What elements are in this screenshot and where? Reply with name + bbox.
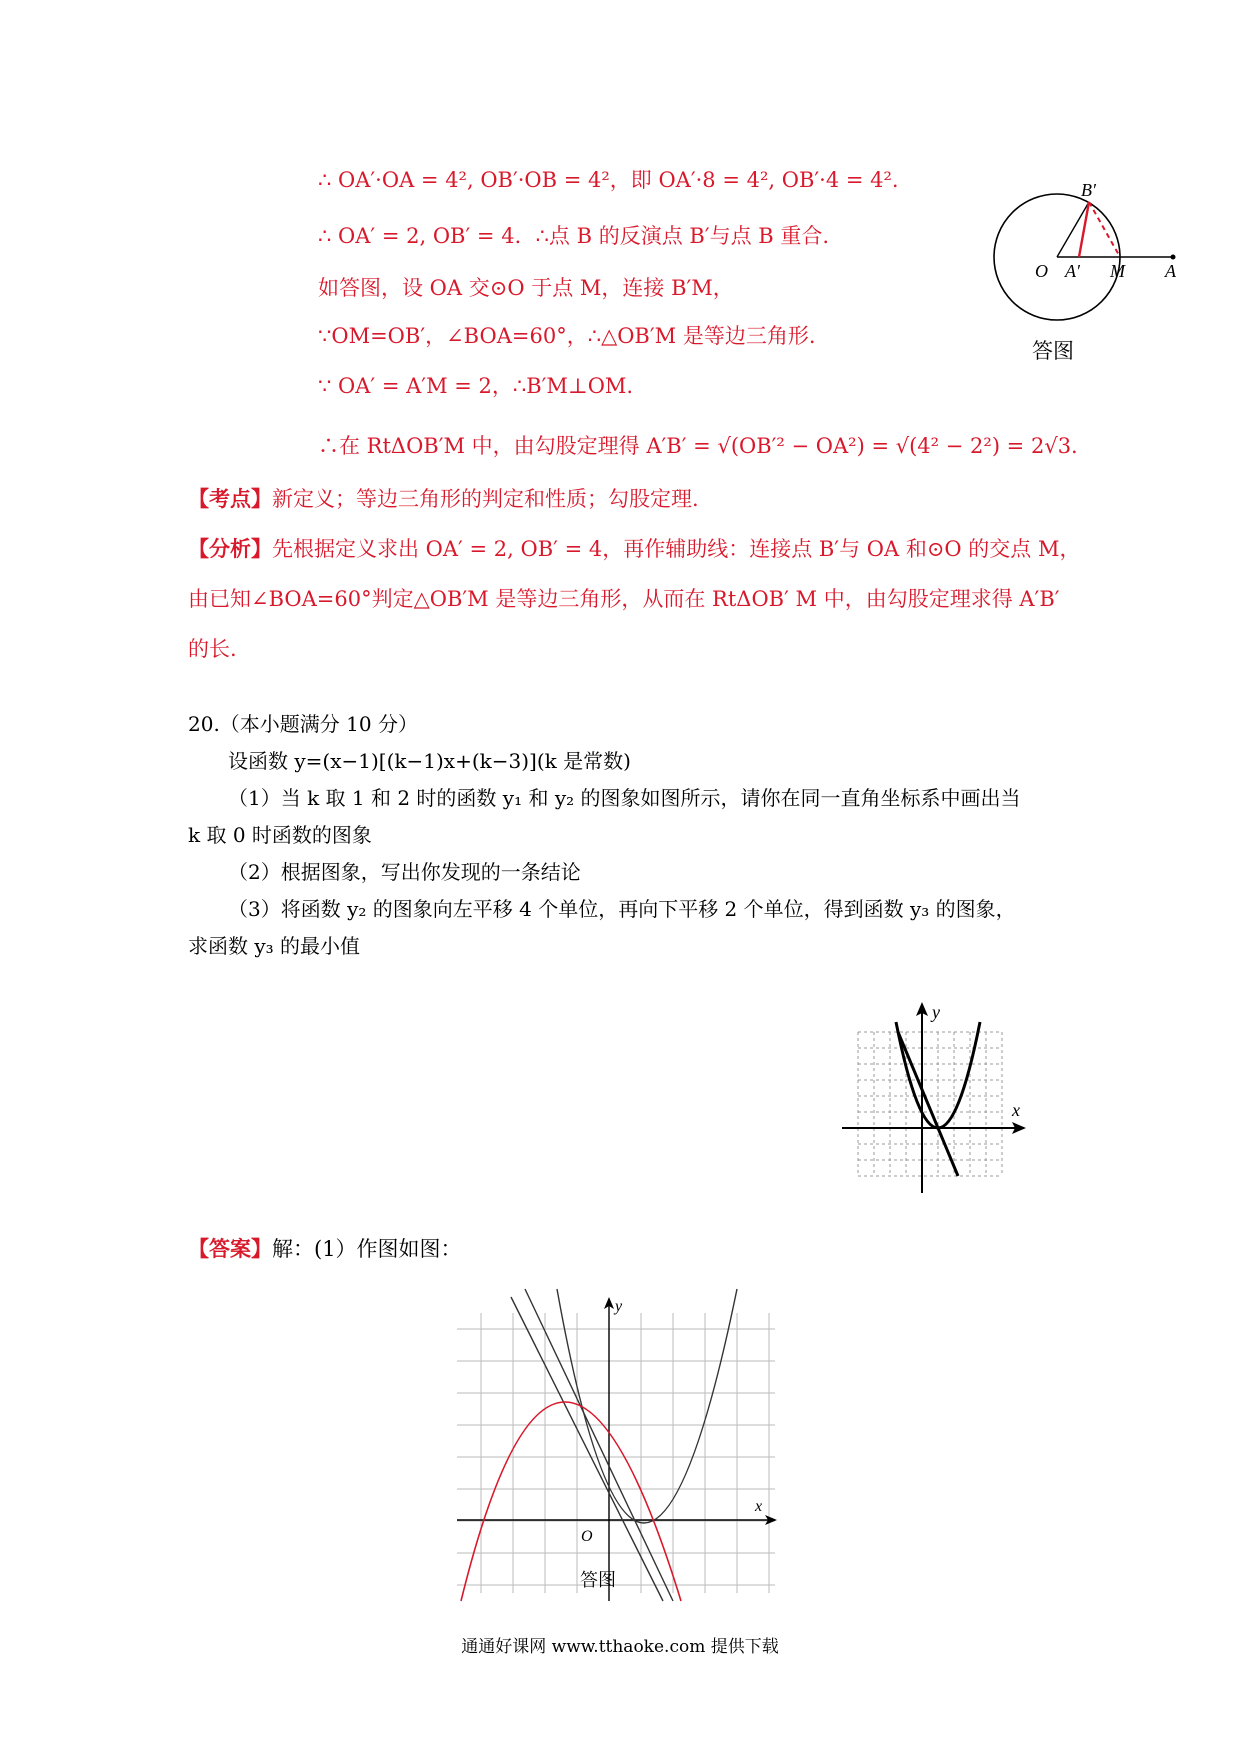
answer-y2-parabola (557, 1289, 737, 1523)
label-o: O (1035, 261, 1048, 281)
label-m: M (1110, 261, 1125, 281)
problem20-intro: 设函数 y=(x−1)[(k−1)x+(k−3)](k 是常数) (228, 749, 631, 773)
solution-line-3: 如答图，设 OA 交⊙O 于点 M，连接 B′M， (318, 276, 734, 300)
label-a: A (1165, 261, 1176, 281)
answer-y-label: y (615, 1298, 623, 1315)
problem20-part1-b: k 取 0 时函数的图象 (188, 823, 372, 847)
solution-line-6: ∴在 RtΔOB′M 中，由勾股定理得 A′B′ = √(OB′² − OA²) = √(4² − 2²) = 2√3. (318, 434, 1078, 458)
answer-x-label: x (755, 1498, 763, 1515)
solution-line-5: ∵ OA′ = A′M = 2，∴B′M⊥OM. (318, 374, 634, 398)
answer-graph (455, 1283, 785, 1603)
fenxi-line-2: 由已知∠BOA=60°判定△OB′M 是等边三角形，从而在 RtΔOB′ M 中，由勾股定理求得 A′B′ (188, 587, 1060, 611)
answer-grid (457, 1313, 775, 1593)
solution-line-4: ∵OM=OB′，∠BOA=60°，∴△OB′M 是等边三角形. (318, 324, 816, 348)
kaodian-text: 新定义；等边三角形的判定和性质；勾股定理. (272, 487, 699, 511)
kaodian-line (188, 484, 699, 514)
kaodian-tag: 【考点】 (188, 486, 272, 511)
answer-y1b-line (511, 1297, 663, 1601)
segment-b1m (1089, 202, 1120, 257)
solution-line-1: ∴ OA′·OA = 4², OB′·OB = 4²，即 OA′·8 = 4², OB′·4 = 4². (318, 168, 899, 192)
problem20-part3-b: 求函数 y₃ 的最小值 (188, 934, 361, 958)
fenxi-line-1 (188, 534, 1080, 564)
problem20-part1-a: （1）当 k 取 1 和 2 时的函数 y₁ 和 y₂ 的图象如图所示，请你在同一直角坐标系中画出当 (228, 786, 1021, 810)
answer-origin-label: O (581, 1528, 593, 1545)
inversion-figure (985, 180, 1190, 370)
label-b1: B′ (1081, 180, 1096, 200)
footer: 通通好课网 www.tthaoke.com 提供下载 (461, 1637, 779, 1657)
x-label: x (1012, 1100, 1020, 1120)
problem20-header: 20.（本小题满分 10 分） (188, 712, 418, 736)
figure1-caption: 答图 (1032, 339, 1074, 363)
fenxi-tag: 【分析】 (188, 536, 272, 561)
figure3-caption: 答图 (580, 1570, 616, 1591)
fenxi-line-3: 的长. (188, 637, 237, 661)
problem20-part3-a: （3）将函数 y₂ 的图象向左平移 4 个单位，再向下平移 2 个单位，得到函数 y₃ 的图象， (228, 897, 1016, 921)
problem-graph (840, 998, 1040, 1198)
solution-line-2: ∴ OA′ = 2, OB′ = 4．∴点 B 的反演点 B′与点 B 重合. (318, 224, 830, 248)
graph-grid (858, 1032, 1002, 1176)
problem20-part2: （2）根据图象，写出你发现的一条结论 (228, 860, 581, 884)
fenxi-text-1: 先根据定义求出 OA′ = 2, OB′ = 4，再作辅助线：连接点 B′与 OA 和⊙O 的交点 M， (272, 537, 1081, 561)
answer-text: 解：(1）作图如图： (272, 1237, 462, 1261)
point-a (1171, 255, 1176, 260)
answer-y1-line (525, 1289, 673, 1601)
label-a1: A′ (1065, 261, 1080, 281)
y1-line (898, 1032, 958, 1176)
answer-line (188, 1234, 462, 1264)
y-label: y (932, 1002, 940, 1022)
answer-tag: 【答案】 (188, 1236, 272, 1261)
